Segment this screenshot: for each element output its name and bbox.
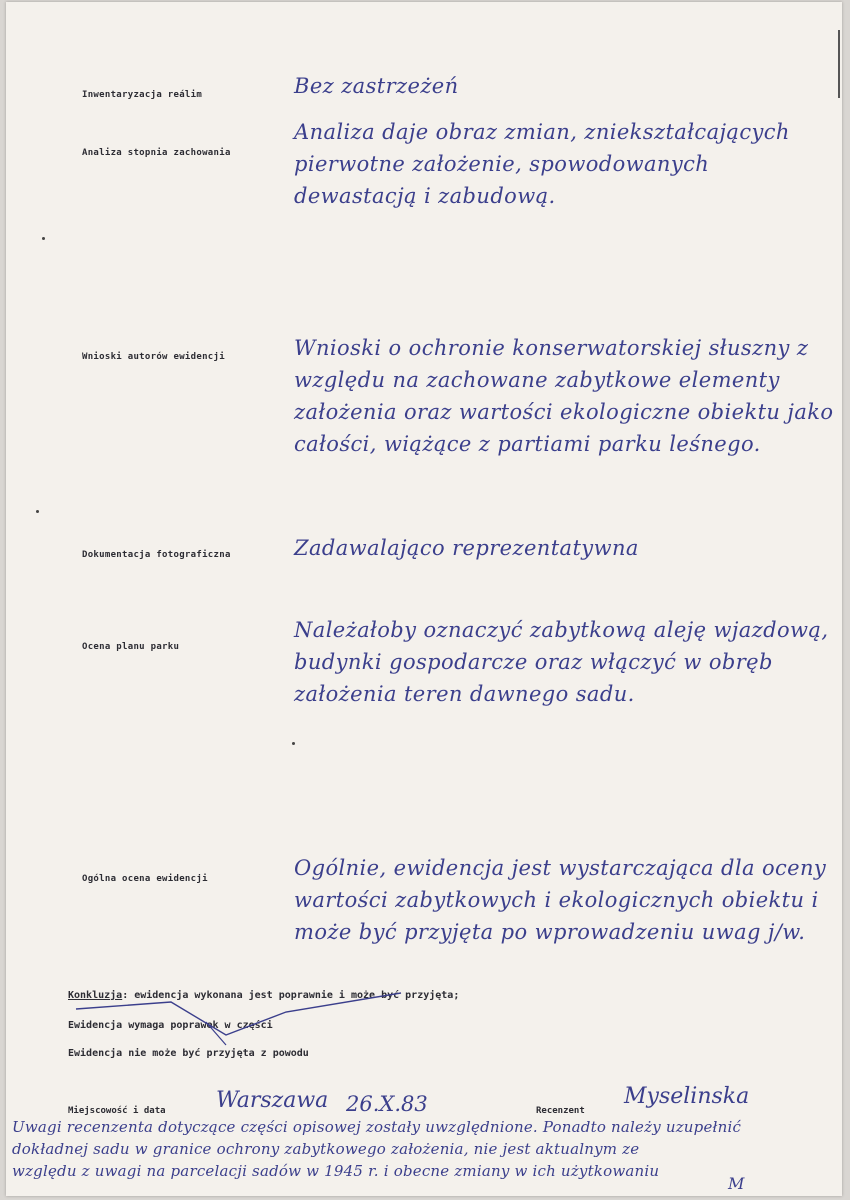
closing-mark: M	[728, 1174, 745, 1193]
label-overall-assessment: Ogólna ocena ewidencji	[82, 874, 208, 884]
text-inventory: Bez zastrzeżeń	[294, 74, 459, 98]
reviewer-signature: Myselinska	[624, 1084, 750, 1109]
date-value: 26.X.83	[346, 1092, 428, 1116]
conclusion-option-1	[68, 990, 459, 1001]
label-park-plan-assessment: Ocena planu parku	[82, 642, 180, 652]
label-author-conclusions: Wnioski autorów ewidencji	[82, 352, 225, 362]
reviewer-note-line-1: Uwagi recenzenta dotyczące części opisowej zostały uwzględnione. Ponadto należy uzupełnić	[12, 1118, 742, 1136]
place-value: Warszawa	[216, 1088, 329, 1113]
place-date-label: Miejscowość i data	[68, 1106, 166, 1116]
conclusion-heading: Konkluzja	[68, 990, 123, 1001]
margin-dot	[292, 742, 295, 745]
text-preservation-analysis: Analiza daje obraz zmian, zniekształcających pierwotne założenie, spowodowanych dewastacją i zabudową.	[294, 120, 790, 208]
reviewer-note-line-3: względu z uwagi na parcelacji sadów w 1945 r. i obecne zmiany w ich użytkowaniu	[12, 1162, 660, 1180]
conclusion-option-3: Ewidencja nie może być przyjęta z powodu	[68, 1048, 309, 1059]
margin-mark	[838, 30, 840, 98]
text-author-conclusions: Wnioski o ochronie konserwatorskiej słuszny z względu na zachowane zabytkowe elementy założenia oraz wartości ekologiczne obiektu jako całości, wiążące z partiami parku leśnego.	[294, 336, 834, 456]
margin-dot	[42, 237, 45, 240]
text-overall-assessment: Ogólnie, ewidencja jest wystarczająca dla oceny wartości zabytkowych i ekologicznych obiektu i może być przyjęta po wprowadzeniu uwag j/w.	[294, 856, 827, 944]
text-park-plan-assessment: Należałoby oznaczyć zabytkową aleję wjazdową, budynki gospodarcze oraz włączyć w obręb założenia teren dawnego sadu.	[294, 618, 829, 706]
review-form-page	[6, 2, 842, 1196]
reviewer-note-line-2: dokładnej sadu w granice ochrony zabytkowego założenia, nie jest aktualnym ze	[12, 1140, 640, 1158]
label-photo-documentation: Dokumentacja fotograficzna	[82, 550, 231, 560]
label-inventory: Inwentaryzacja reálim	[82, 90, 203, 100]
reviewer-label: Recenzent	[536, 1106, 585, 1116]
conclusion-option-1-text: : ewidencja wykonana jest poprawnie i może być przyjęta;	[122, 990, 460, 1001]
text-photo-documentation: Zadawalająco reprezentatywna	[294, 536, 639, 560]
margin-dot	[36, 510, 39, 513]
label-preservation-analysis: Analiza stopnia zachowania	[82, 148, 231, 158]
conclusion-option-2: Ewidencja wymaga poprawek w części	[68, 1020, 273, 1031]
